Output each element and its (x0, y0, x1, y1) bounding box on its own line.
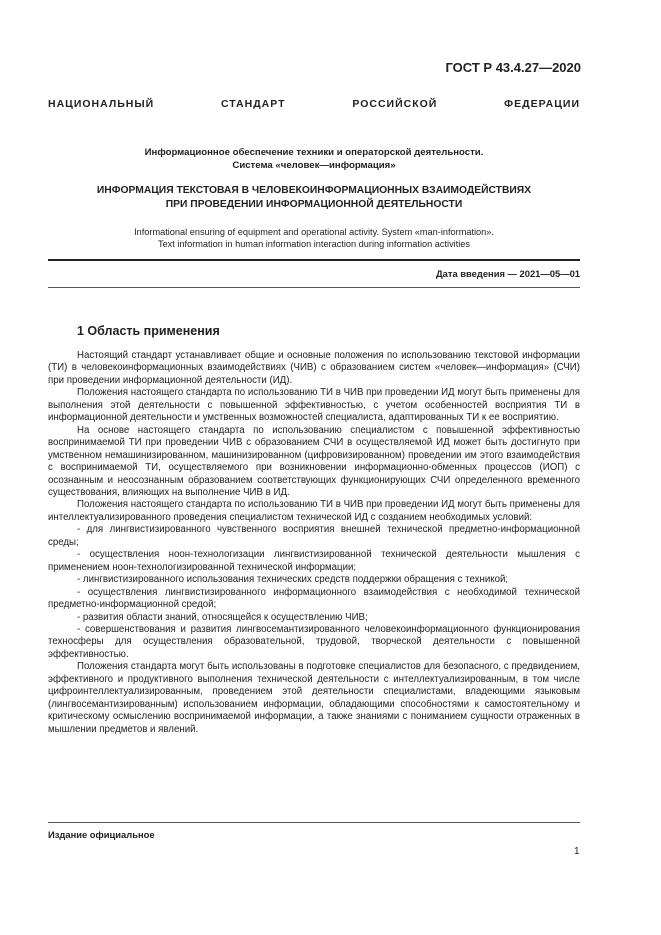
title-divider (48, 259, 580, 261)
body-text (48, 350, 580, 736)
section-heading: 1 Область применения (77, 324, 220, 338)
date-divider (48, 287, 580, 288)
document-code: ГОСТ Р 43.4.27—2020 (445, 60, 581, 75)
paragraph: Настоящий стандарт устанавливает общие и основные положения по использованию текстовой информации (ТИ) в человекоинформационных взаимодействиях (ЧИВ) с образованием систем «человек—информация» (СЧИ) при проведении информационной деятельности (ИД). (48, 350, 580, 386)
english-title-line-1: Informational ensuring of equipment and operational activity. System «man-information». (134, 227, 494, 237)
paragraph: Положения настоящего стандарта по использованию ТИ в ЧИВ при проведении ИД могут быть применены для интеллектуализированного проведения специалистом технической ИД с созданием необходимых условий: (48, 499, 580, 523)
footer-divider (48, 822, 580, 823)
english-title (48, 226, 580, 250)
paragraph: Положения настоящего стандарта по использованию ТИ в ЧИВ при проведении ИД могут быть применены для выполнения этой деятельности с повышенной эффективностью, с учетом особенностей восприятия ТИ в информационной деятельности и умственных возможностей специалиста, адаптированных ТИ к ее восприятию. (48, 387, 580, 424)
national-standard-heading: НАЦИОНАЛЬНЫЙ СТАНДАРТ РОССИЙСКОЙ ФЕДЕРАЦИИ (48, 98, 580, 110)
title-line-1: ИНФОРМАЦИЯ ТЕКСТОВАЯ В ЧЕЛОВЕКОИНФОРМАЦИОННЫХ ВЗАИМОДЕЙСТВИЯХ (96, 185, 532, 196)
title-line-2: ПРИ ПРОВЕДЕНИИ ИНФОРМАЦИОННОЙ ДЕЯТЕЛЬНОСТИ (165, 199, 463, 210)
list-item: - лингвистизированного использования технических средств поддержки обращения с техникой; (77, 574, 509, 586)
official-edition-label: Издание официальное (48, 829, 155, 840)
list-item: - совершенствования и развития лингвосемантизированного человекоинформационного функционирования техносферы для осуществления образовательной, трудовой, творческой деятельности с повышенной эффективностью. (48, 623, 580, 660)
english-title-line-2: Text information in human information interaction during information activities (157, 239, 470, 249)
subtitle (48, 146, 580, 172)
list-item: - осуществления ноон-технологизации лингвистизированной технической деятельности мышления с применением ноон-технологизированной технической информации; (48, 549, 580, 573)
paragraph: Положения стандарта могут быть использованы в подготовке специалистов для безопасного, с предвидением, эффективного и продуктивного выполнения технической деятельности с интеллектуализированным, в том числе цифроинтеллектуализированным, проведением этой деятельности специалистами, владеющими языковым (лингвосемантизированным) использованием информации, обладающими способностями к самостоятельному и критическому осмыслению воспринимаемой информации, а также знаниями с пониманием сущности отраженных в мышлении предметов и явлений. (48, 661, 580, 735)
introduction-date: Дата введения — 2021—05—01 (435, 268, 580, 279)
page-number: 1 (574, 846, 580, 857)
list-item: - для лингвистизированного чувственного восприятия внешней технической предметно-информационной среды; (48, 524, 580, 548)
document-title (48, 184, 580, 212)
subtitle-line-1: Информационное обеспечение техники и операторской деятельности. (144, 147, 484, 158)
paragraph: На основе настоящего стандарта по использованию специалистом с повышенной эффективностью воспринимаемой ТИ при проведении ЧИВ с образованием СЧИ в осуществляемой ИД может быть достигнуто при умственном немашинизированном, машинизированном (цифровизированном) проведении им этого взаимодействия с воспринимаемой ТИ, осуществляемого при возникновении информационно-обменных процессов (ИОП) с осознанным и неосознанным образованием соответствующих функционирующих СЧИ определенного временного существования, влияющих на выполнение ЧИВ в ИД. (48, 424, 580, 498)
list-item: - развития области знаний, относящейся к осуществлению ЧИВ; (77, 611, 368, 623)
list-item: - осуществления лингвистизированного информационного взаимодействия с необходимой технической предметно-информационной средой; (48, 586, 580, 611)
subtitle-line-2: Система «человек—информация» (232, 160, 396, 171)
